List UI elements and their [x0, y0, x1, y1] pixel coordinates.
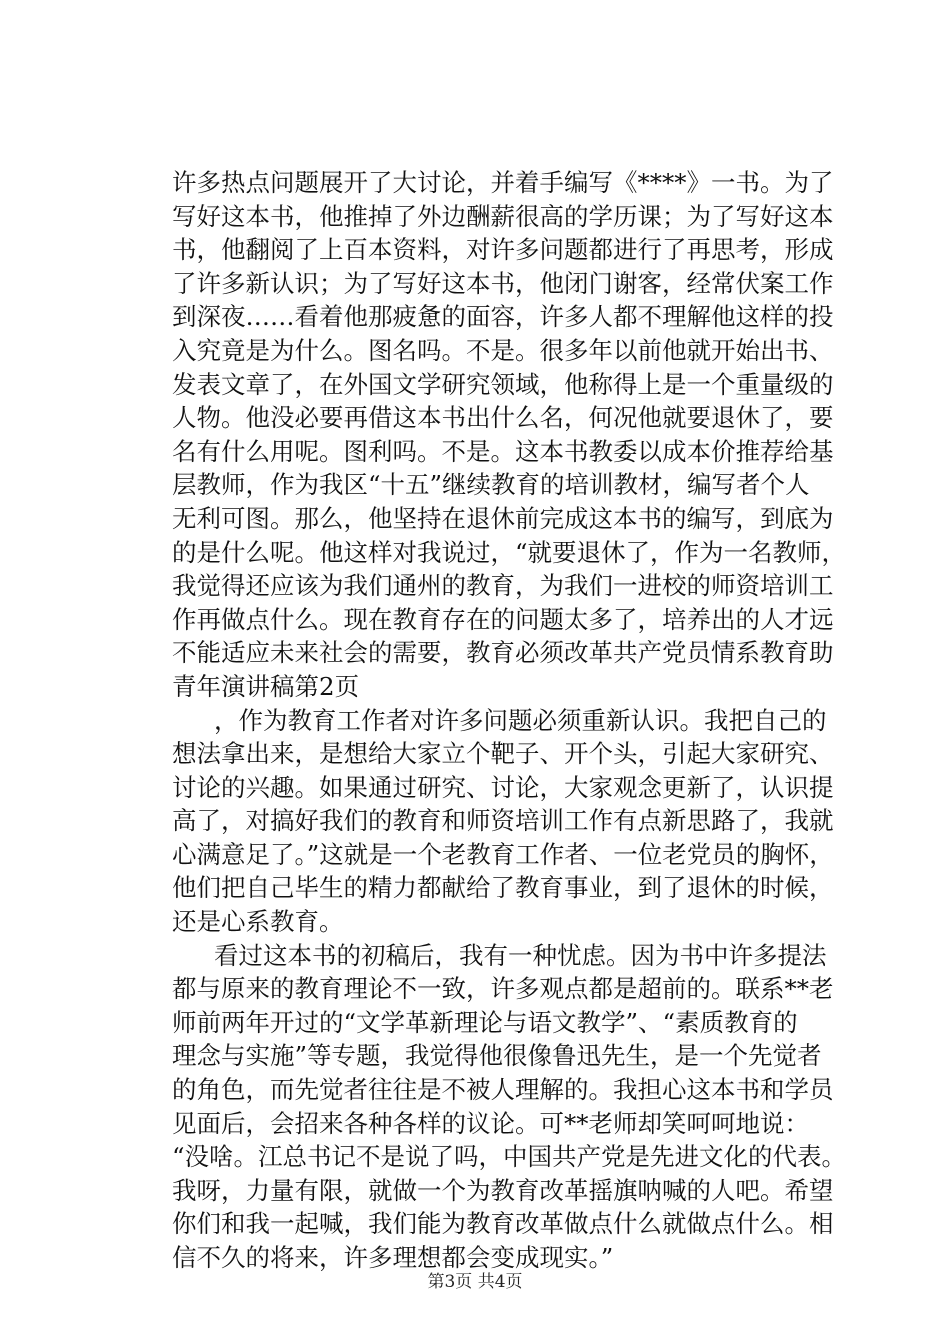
text-line: 的是什么呢。他这样对我说过，“就要退休了，作为一名教师，	[172, 537, 847, 567]
text-line: 想法拿出来，是想给大家立个靶子、开个头，引起大家研究、	[172, 739, 834, 769]
text-line: “没啥。江总书记不是说了吗，中国共产党是先进文化的代表。	[172, 1142, 847, 1172]
text-line: 心满意足了。”这就是一个老教育工作者、一位老党员的胸怀，	[172, 839, 834, 869]
text-line: 书，他翻阅了上百本资料，对许多问题都进行了再思考，形成	[172, 235, 834, 265]
text-line: 师前两年开过的“文学革新理论与语文教学”、“素质教育的	[172, 1007, 798, 1037]
paragraph-start-line: 看过这本书的初稿后，我有一种忧虑。因为书中许多提法	[214, 940, 827, 970]
text-line: 都与原来的教育理论不一致，许多观点都是超前的。联系**老	[172, 974, 834, 1004]
text-line: 作再做点什么。现在教育存在的问题太多了，培养出的人才远	[172, 604, 834, 634]
paragraph-start-line: ，作为教育工作者对许多问题必须重新认识。我把自己的	[214, 705, 827, 735]
page-footer: 第3页 共4页	[427, 1272, 523, 1292]
text-line: 见面后，会招来各种各样的议论。可**老师却笑呵呵地说：	[172, 1108, 809, 1138]
text-line: 理念与实施”等专题，我觉得他很像鲁迅先生，是一个先觉者	[172, 1041, 822, 1071]
text-line: 无利可图。那么，他坚持在退休前完成这本书的编写，到底为	[172, 503, 834, 533]
text-line: 许多热点问题展开了大讨论，并着手编写《****》一书。为了	[172, 168, 834, 197]
text-line: 写好这本书，他推掉了外边酬薪很高的学历课；为了写好这本	[172, 201, 834, 231]
text-line: 人物。他没必要再借这本书出什么名，何况他就要退休了，要	[172, 403, 834, 433]
text-line: 发表文章了，在外国文学研究领域，他称得上是一个重量级的	[172, 369, 834, 399]
text-line: 了许多新认识；为了写好这本书，他闭门谢客，经常伏案工作	[172, 268, 834, 298]
text-line: 名有什么用呢。图利吗。不是。这本书教委以成本价推荐给基	[172, 436, 834, 466]
text-line: 我觉得还应该为我们通州的教育，为我们一进校的师资培训工	[172, 571, 834, 601]
text-line: 青年演讲稿第2页	[172, 671, 360, 701]
text-line: 不能适应未来社会的需要，教育必须改革共产党员情系教育助	[172, 638, 834, 668]
text-line: 入究竟是为什么。图名吗。不是。很多年以前他就开始出书、	[172, 335, 834, 365]
text-line: 层教师，作为我区“十五”继续教育的培训教材，编写者个人	[172, 470, 810, 500]
text-line: 还是心系教育。	[172, 907, 344, 937]
text-line: 你们和我一起喊，我们能为教育改革做点什么就做点什么。相	[172, 1209, 834, 1239]
text-line: 的角色，而先觉者往往是不被人理解的。我担心这本书和学员	[172, 1075, 834, 1105]
text-line: 讨论的兴趣。如果通过研究、讨论，大家观念更新了，认识提	[172, 772, 834, 802]
document-body	[172, 166, 847, 1275]
text-line: 我呀，力量有限，就做一个为教育改革摇旗呐喊的人吧。希望	[172, 1175, 834, 1205]
text-line: 到深夜……看着他那疲惫的面容，许多人都不理解他这样的投	[172, 302, 834, 332]
text-line: 他们把自己毕生的精力都献给了教育事业，到了退休的时候，	[172, 873, 834, 903]
text-line: 高了，对搞好我们的教育和师资培训工作有点新思路了，我就	[172, 806, 834, 836]
text-line: 信不久的将来，许多理想都会变成现实。”	[172, 1243, 614, 1272]
